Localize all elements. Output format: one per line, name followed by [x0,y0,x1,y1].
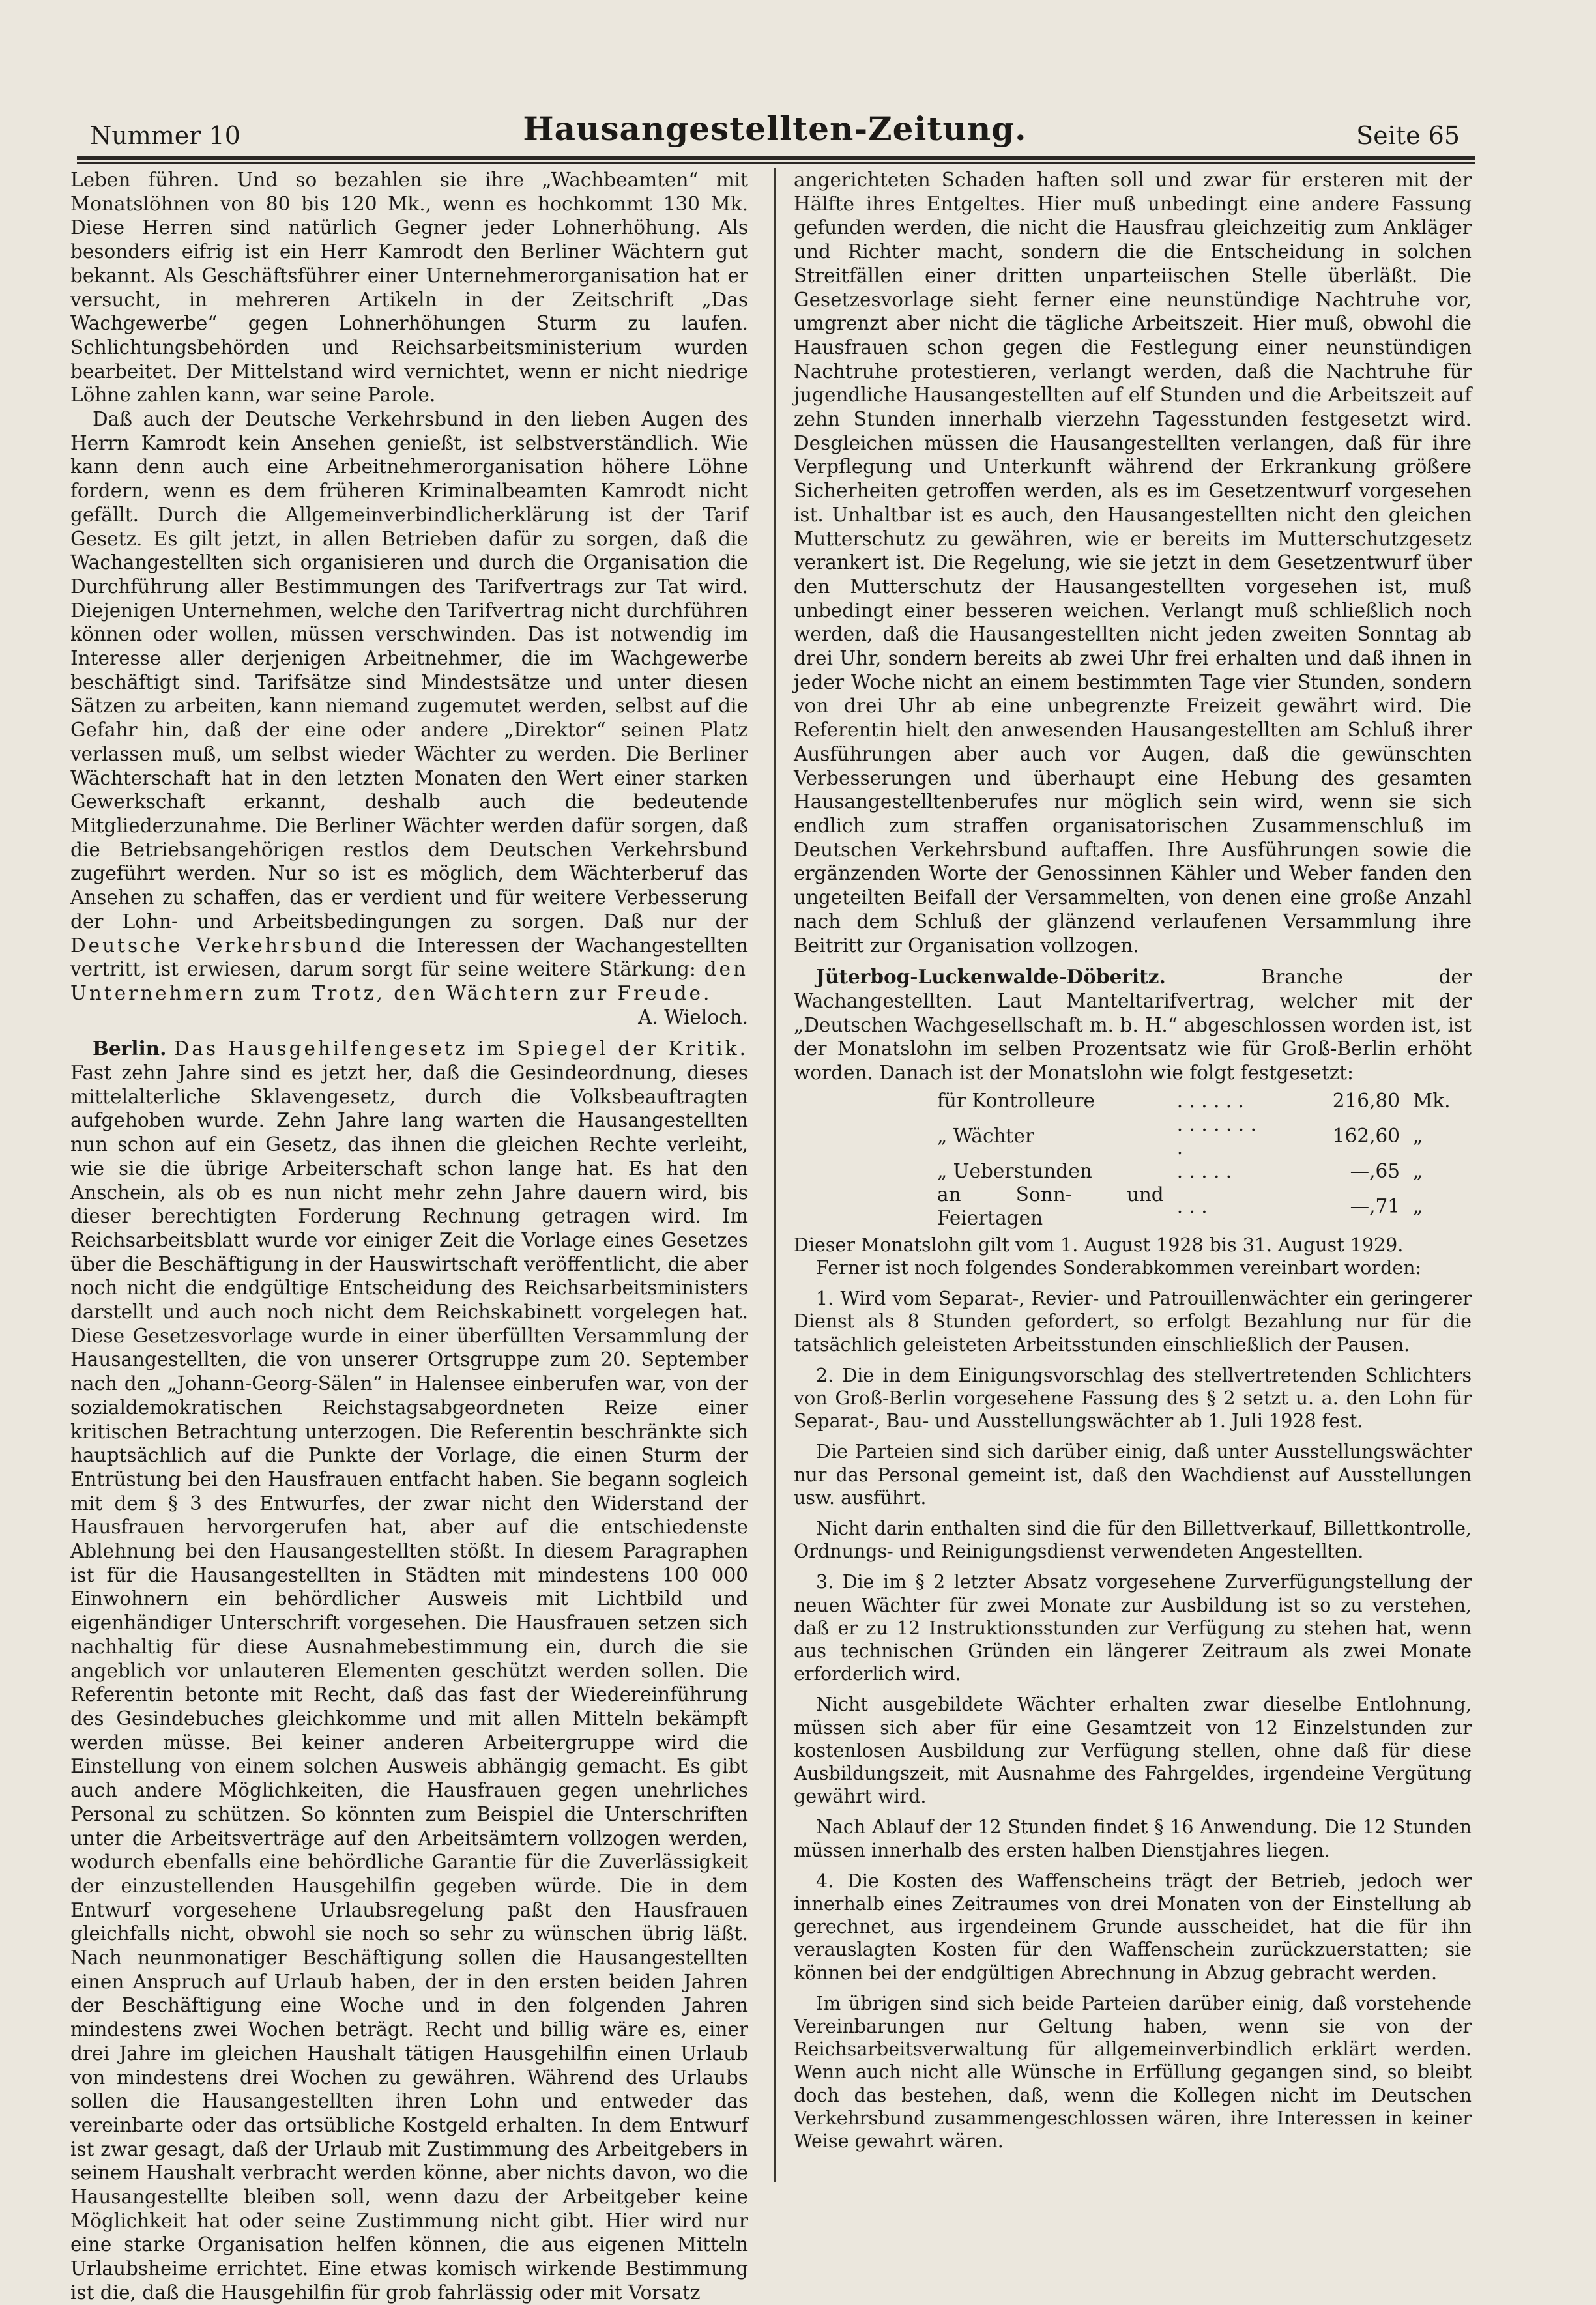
paragraph: Nicht ausgebildete Wächter erhalten zwar dieselbe Entlohnung, müssen sich aber für eine Gesamtzeit von 12 Einzelstunden zur kostenlosen Ausbildung zur Verfügung stellen, ohne daß für diese Ausbildungszeit, mit Ausnahme des Fahrgeldes, irgendeine Vergütung gewährt wird. [794,1694,1472,1808]
author-signature: A. Wieloch. [638,1006,748,1028]
paragraph: angerichteten Schaden haften soll und zwar für ersteren mit der Hälfte ihres Entgeltes. Hier muß unbedingt eine andere Fassung gefunden werden, die nicht die Hausfrau gleichzeitig zum Ankläger und Richter macht, sondern die die Entscheidung in solchen Streitfällen einer dritten unparteiischen Stelle überläßt. Die Gesetzesvorlage sieht ferner eine neunstündige Nachtruhe vor, umgrenzt aber nicht die tägliche Arbeitszeit. Hier muß, obwohl die Hausfrauen schon gegen die Festlegung einer neunstündigen Nachtruhe protestieren, verlangt werden, daß die Nachtruhe für jugendliche Hausangestellten auf elf Stunden und die Arbeitszeit auf zehn Stunden innerhalb vierzehn Tagesstunden festgesetzt wird. Desgleichen müssen die Hausangestellten verlangen, daß für ihre Verpflegung und Unterkunft während der Erkrankung größere Sicherheiten getroffen werden, als es im Gesetzentwurf vorgesehen ist. Unhaltbar ist es auch, den Hausangestellten nicht den gleichen Mutterschutz zu gewähren, wie er bereits im Mutterschutzgesetz verankert ist. Die Regelung, wie sie jetzt in dem Gesetzentwurf über den Mutterschutz der Hausangestellten vorgesehen ist, muß unbedingt einer besseren weichen. Verlangt muß schließlich noch werden, daß die Hausangestellten nicht jeden zweiten Sonntag ab drei Uhr, sondern bereits ab zwei Uhr frei erhalten und daß ihnen in jeder Woche nicht an einem bestimmten Tage vier Stunden, sondern von drei Uhr ab eine unbegrenzte Freizeit gewährt wird. Die Referentin hielt den anwesenden Hausangestellten am Schluß ihrer Ausführungen aber auch vor Augen, daß die gewünschten Verbesserungen und überhaupt eine Hebung des gesamten Hausangestelltenberufes nur möglich sein wird, wenn sie sich endlich zum straffen organisatorischen Zusammenschluß im Deutschen Verkehrsbund auftaffen. Ihre Ausführungen sowie die ergänzenden Worte der Genossinnen Kähler und Weber fanden den ungeteilten Beifall der Versammelten, von denen eine große Anzahl nach dem Schluß der glänzend verlaufenen Versammlung ihre Beitritt zur Organisation vollzogen. [794,169,1472,957]
emphasis-text: den Unternehmern zum Trotz, den Wächtern zur Freude. [70,958,748,1004]
paragraph-text: Fast zehn Jahre sind es jetzt her, daß die Gesindeordnung, dieses mittelalterliche Sklavengesetz, durch die Volksbeauftragten aufgehoben wurde. Zehn Jahre lang warten die Hausangestellten nun schon auf ein Gesetz, das ihnen die gleichen Rechte verleiht, wie sie die übrige Arbeiterschaft schon lange hat. Es hat den Anschein, als ob es nun nicht mehr zehn Jahre dauern wird, bis dieser berechtigten Forderung Rechnung getragen wird. Im Reichsarbeitsblatt wurde vor einiger Zeit die Vorlage eines Gesetzes über die Beschäftigung in der Hauswirtschaft veröffentlicht, die aber noch nicht die endgültige Entscheidung des Reichsarbeitsministers darstellt und auch noch nicht dem Reichskabinett vorgelegen hat. Diese Gesetzesvorlage wurde in einer überfüllten Versammlung der Hausangestellten, die von unserer Ortsgruppe zum 20. September nach den „Johann-Georg-Sälen“ in Halensee einberufen war, von der sozialdemokratischen Reichstagsabgeordneten Reize einer kritischen Betrachtung unterzogen. Die Referentin beschränkte sich hauptsächlich auf die Punkte der Vorlage, die einen Sturm der Entrüstung bei den Hausfrauen entfacht haben. Sie begann sogleich mit dem § 3 des Entwurfes, der zwar nicht den Widerstand der Hausfrauen hervorgerufen hat, aber auf die entschiedenste Ablehnung bei den Hausangestellten stößt. In diesem Paragraphen ist für die Hausangestellten in Städten mit mindestens 100 000 Einwohnern ein behördlicher Ausweis mit Lichtbild und eigenhändiger Unterschrift vorgesehen. Die Hausfrauen setzen sich nachhaltig für diese Ausnahmebestimmung ein, durch die sie angeblich vor unlauteren Elementen geschützt werden sollen. Die Referentin betonte mit Recht, daß das fast der Wiedereinführung des Gesindebuches gleichkomme und mit allen Mitteln bekämpft werden müsse. Bei keiner anderen Arbeitergruppe wird die Einstellung von einem solchen Ausweis abhängig gemacht. Es gibt auch andere Möglichkeiten, die Hausfrauen gegen unehrliches Personal zu schützen. So könnten zum Beispiel die Unterschriften unter die Arbeitsverträge auf den Arbeitsämtern vollzogen werden, wodurch ebenfalls eine behördliche Garantie für die Zuverlässigkeit der einzustellenden Hausgehilfin gegeben würde. Die in dem Entwurf vorgesehene Urlaubsregelung paßt den Hausfrauen gleichfalls nicht, obwohl sie noch so sehr zu wünschen übrig läßt. Nach neunmonatiger Beschäftigung sollen die Hausangestellten einen Anspruch auf Urlaub haben, der in den ersten beiden Jahren der Beschäftigung eine Woche und in den folgenden Jahren mindestens zwei Wochen beträgt. Recht und billig wäre es, einer drei Jahre im gleichen Haushalt tätigen Hausgehilfin einen Urlaub von mindestens drei Wochen zu gewähren. Während des Urlaubs sollen die Hausangestellten ihren Lohn und entweder das vereinbarte oder das ortsübliche Kostgeld erhalten. In dem Entwurf ist zwar gesagt, daß der Urlaub mit Zustimmung des Arbeitgebers in seinem Haushalt verbracht werden könne, aber nichts davon, wo die Hausangestellte bleiben soll, wenn dazu der Arbeitgeber keine Möglichkeit hat oder seine Zustimmung nicht gibt. Hier wird nur eine starke Organisation helfen können, die aus eigenen Mitteln Urlaubsheime errichtet. Eine etwas komisch wirkende Bestimmung ist die, daß die Hausgehilfin für grob fahrlässig oder mit Vorsatz [70,1062,748,2304]
rate-label: an Sonn- und Feiertagen [937,1183,1164,1229]
rate-value: 162,60 [1332,1124,1400,1147]
paragraph: 2. Die in dem Einigungsvorschlag des stellvertretenden Schlichters von Groß-Berlin vorgesehene Fassung des § 2 setzt u. a. den Lohn für Separat-, Bau- und Ausstellungswächter ab 1. Juli 1928 fest. [794,1364,1472,1432]
column-divider [774,168,776,2182]
rate-dots: . . . . . [1176,1159,1232,1182]
rate-dots: . . . . . . [1176,1089,1244,1112]
header-rule [77,156,1475,160]
rate-value: —,65 [1350,1159,1400,1182]
paragraph: Leben führen. Und so bezahlen sie ihre „Wachbeamten“ mit Monatslöhnen von 80 bis 120 Mk., wenn es hochkommt 130 Mk. Diese Herren sind natürlich Gegner jeder Lohnerhöhung. Als besonders eifrig ist ein Herr Kamrodt den Berliner Wächtern gut bekannt. Als Geschäftsführer einer Unternehmerorganisation hat er versucht, in mehreren Artikeln in der Zeitschrift „Das Wachgewerbe“ gegen Lohnerhöhungen Sturm zu laufen. Schlichtungsbehörden und Reichsarbeitsministerium wurden bearbeitet. Der Mittelstand wird vernichtet, wenn er nicht niedrige Löhne zahlen kann, war seine Parole. [70,169,748,407]
paragraph: Ferner ist noch folgendes Sonderabkommen vereinbart worden: [816,1256,1422,1279]
wage-table [931,1089,1472,1230]
table-row [931,1159,1472,1183]
dateline: Jüterbog-Luckenwalde-Döberitz. [816,965,1166,989]
rate-unit: Mk. [1413,1089,1451,1112]
rate-label: „ Wächter [937,1124,1034,1147]
rate-unit: „ [1413,1195,1423,1217]
header-rule-thin [77,162,1475,164]
rate-unit: „ [1413,1159,1423,1182]
left-column [70,168,748,2304]
article-heading: Das Hausgehilfengesetz im Spiegel der Kritik. [173,1037,748,1060]
issue-number: Nummer 10 [90,121,240,150]
paragraph-text: die Interessen der Wachangestellten vertritt, ist erwiesen, darum sorgt für seine weitere Stärkung: [70,934,748,981]
rate-dots: . . . . . . . . [1176,1112,1256,1159]
right-column [794,168,1472,2240]
article-berlin [70,1037,748,2304]
emphasis-text: Deutsche Verkehrsbund [70,934,364,957]
paragraph-text: Daß auch der Deutsche Verkehrsbund in den lieben Augen des Herrn Kamrodt kein Ansehen genießt, ist selbstverständlich. Wie kann denn auch eine Arbeitnehmerorganisation höhere Löhne fordern, wenn es dem früheren Kriminalbeamten Kamrodt nicht gefällt. Durch die Allgemeinverbindlicherklärung ist der Tarif Gesetz. Es gilt jetzt, in allen Betrieben dafür zu sorgen, daß die Wachangestellten sich organisieren und durch die Organisation die Durchführung aller Bestimmungen des Tarifvertrags zur Tat wird. Diejenigen Unternehmen, welche den Tarifvertrag nicht durchführen können oder wollen, müssen verschwinden. Das ist notwendig im Interesse aller derjenigen Arbeitnehmer, die im Wachgewerbe beschäftigt sind. Tarifsätze sind Mindestsätze und unter diesen Sätzen zu arbeiten, kann niemand zugemutet werden, selbst auf die Gefahr hin, daß der eine oder andere „Direktor“ seinen Platz verlassen muß, um selbst wieder Wächter zu werden. Die Berliner Wächterschaft hat in den letzten Monaten den Wert einer starken Gewerkschaft erkannt, deshalb auch die bedeutende Mitgliederzunahme. Die Berliner Wächter werden dafür sorgen, daß die Betriebsangehörigen restlos dem Deutschen Verkehrsbund zugeführt werden. Nur so ist es möglich, dem Wächterberuf das Ansehen zu schaffen, das er verdient und für weitere Verbesserung der Lohn- und Arbeitsbedingungen zu sorgen. Daß nur der [70,408,748,933]
paragraph: 3. Die im § 2 letzter Absatz vorgesehene Zurverfügungstellung der neuen Wächter für zwei Monate zur Ausbildung ist so zu verstehen, daß er zu 12 Instruktionsstunden zur Verfügung zu stehen hat, wenn aus technischen Gründen ein längerer Zeitraum als zwei Monate erforderlich wird. [794,1571,1472,1685]
rate-unit: „ [1413,1124,1423,1147]
table-row [931,1089,1472,1112]
rate-value: —,71 [1350,1195,1400,1217]
paragraph: 4. Die Kosten des Waffenscheins trägt der Betrieb, jedoch wer innerhalb eines Zeitraumes von drei Monaten von der Einstellung ab gerechnet, aus irgendeinem Grunde ausscheidet, hat die für ihn verauslagten Kosten für den Waffenschein zurückzuerstatten; sie können bei der endgültigen Abrechnung in Abzug gebracht werden. [794,1870,1472,1984]
paragraph: 1. Wird vom Separat-, Revier- und Patrouillenwächter ein geringerer Dienst als 8 Stunden gefordert, so erfolgt Bezahlung nur für die tatsächlich geleisteten Arbeitsstunden einschließlich der Pausen. [794,1288,1472,1355]
paragraph-text: Branche der Wachangestellten. Laut Manteltarifvertrag, welcher mit der „Deutschen Wachgesellschaft m. b. H.“ abgeschlossen worden ist, ist der Monatslohn im selben Prozentsatz wie für Groß-Berlin erhöht worden. Danach ist der Monatslohn wie folgt festgesetzt: [794,966,1472,1084]
rate-value: 216,80 [1332,1089,1400,1112]
agreement-section [794,1234,1472,2153]
page-number: Seite 65 [1356,121,1460,150]
paragraph: Nicht darin enthalten sind die für den Billettverkauf, Billettkontrolle, Ordnungs- und Reinigungsdienst verwendeten Angestellten. [794,1517,1472,1563]
paragraph [70,407,748,1006]
article-jueterbog [794,965,1472,1085]
dateline: Berlin. [93,1037,167,1060]
newspaper-title: Hausangestellten-Zeitung. [523,109,1027,148]
paragraph: Im übrigen sind sich beide Parteien darüber einig, daß vorstehende Vereinbarungen nur Geltung haben, wenn sie von der Reichsarbeitsverwaltung für allgemeinverbindlich erklärt werden. Wenn auch nicht alle Wünsche in Erfüllung gegangen sind, so bleibt doch das bestehen, daß, wenn die Kollegen nicht im Deutschen Verkehrsbund zusammengeschlossen wären, ihre Interessen in keiner Weise gewahrt wären. [794,1992,1472,2153]
paragraph: Die Parteien sind sich darüber einig, daß unter Ausstellungswächter nur das Personal gemeint ist, daß den Wachdienst auf Ausstellungen usw. ausführt. [794,1441,1472,1509]
rate-label: für Kontrolleure [937,1089,1095,1112]
rate-label: „ Ueberstunden [937,1159,1092,1182]
paragraph: Dieser Monatslohn gilt vom 1. August 1928 bis 31. August 1929. [794,1234,1404,1256]
paragraph: Nach Ablauf der 12 Stunden findet § 16 Anwendung. Die 12 Stunden müssen innerhalb des ersten halben Dienstjahres liegen. [794,1816,1472,1861]
table-row [931,1112,1472,1159]
rate-dots: . . . [1176,1195,1208,1217]
table-row [931,1183,1472,1230]
page-header [90,109,1460,150]
